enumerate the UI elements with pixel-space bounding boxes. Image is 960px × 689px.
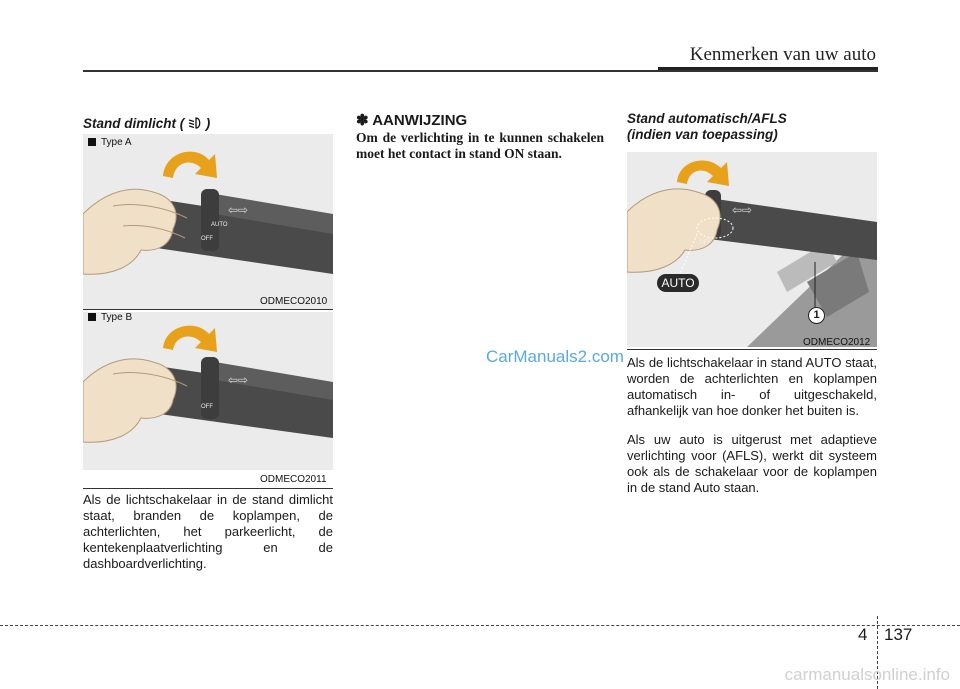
stalk-illustration-auto bbox=[627, 152, 877, 347]
switch-label-off: OFF bbox=[201, 236, 213, 242]
notice-heading bbox=[356, 111, 467, 129]
notice-star-icon: ✽ bbox=[356, 112, 369, 129]
notice-heading-text: AANWIJZING bbox=[372, 112, 468, 129]
figure-code-a: ODMECO2010 bbox=[260, 296, 328, 307]
square-bullet-icon bbox=[88, 313, 96, 321]
watermark-text: CarManuals2.com bbox=[486, 347, 624, 366]
switch-label-auto: AUTO bbox=[211, 222, 228, 228]
svg-text:⇦⇨: ⇦⇨ bbox=[228, 203, 249, 217]
auto-description-1: Als de lichtschakelaar in stand AUTO staat, worden de achterlichten en koplampen automatisch in- of uitgeschakeld, afhankelijk van hoe donker het buiten is. bbox=[627, 355, 877, 418]
heading-low-beam-before: Stand dimlicht ( bbox=[83, 116, 185, 131]
figure-type-b bbox=[83, 312, 333, 470]
heading-auto-line2: (indien van toepassing) bbox=[627, 127, 778, 142]
auto-badge: AUTO bbox=[657, 274, 699, 292]
type-a-label: Type A bbox=[88, 137, 132, 148]
figure-code-b: ODMECO2011 bbox=[260, 474, 327, 485]
figure-type-a bbox=[83, 134, 333, 310]
auto-description-2: Als uw auto is uitgerust met adaptieve verlichting voor (AFLS), werkt dit systeem ook als de schakelaar voor de koplampen in de stand Auto staan. bbox=[627, 432, 877, 495]
heading-low-beam-after: ) bbox=[205, 116, 211, 131]
notice-body: Om de verlichting in te kunnen schakelen moet het contact in stand ON staan. bbox=[356, 130, 604, 161]
square-bullet-icon bbox=[88, 138, 96, 146]
running-header: Kenmerken van uw auto bbox=[689, 44, 876, 65]
callout-number: 1 bbox=[808, 307, 825, 324]
low-beam-description: Als de lichtschakelaar in de stand dimlicht staat, branden de koplampen, de achterlichten, het parkeerlicht, de kentekenplaatverlichting en de dashboardverlichting. bbox=[83, 492, 333, 571]
switch-label-off-b: OFF bbox=[201, 404, 213, 410]
svg-text:⇦⇨: ⇦⇨ bbox=[732, 203, 753, 217]
figure-auto bbox=[627, 152, 877, 347]
heading-auto-afls bbox=[627, 111, 787, 143]
chapter-number: 4 bbox=[858, 625, 868, 644]
type-b-label: Type B bbox=[88, 312, 132, 323]
svg-text:⇦⇨: ⇦⇨ bbox=[228, 373, 249, 387]
switch-label-off-auto: OFF bbox=[699, 240, 711, 246]
figure-auto-rule bbox=[627, 349, 877, 350]
heading-auto-line1: Stand automatisch/AFLS bbox=[627, 111, 787, 126]
stalk-illustration-b bbox=[83, 312, 333, 470]
header-rule bbox=[83, 70, 878, 72]
footer-site-watermark: carmanualsonline.info bbox=[784, 665, 950, 684]
stalk-illustration-a bbox=[83, 134, 333, 310]
page-number: 137 bbox=[884, 625, 913, 644]
figure-divider bbox=[83, 309, 333, 310]
heading-low-beam bbox=[83, 116, 210, 132]
low-beam-icon bbox=[188, 117, 202, 129]
figure-code-auto: ODMECO2012 bbox=[803, 337, 871, 348]
figure-bottom-rule bbox=[83, 488, 333, 489]
footer-dashed-rule bbox=[0, 625, 960, 626]
